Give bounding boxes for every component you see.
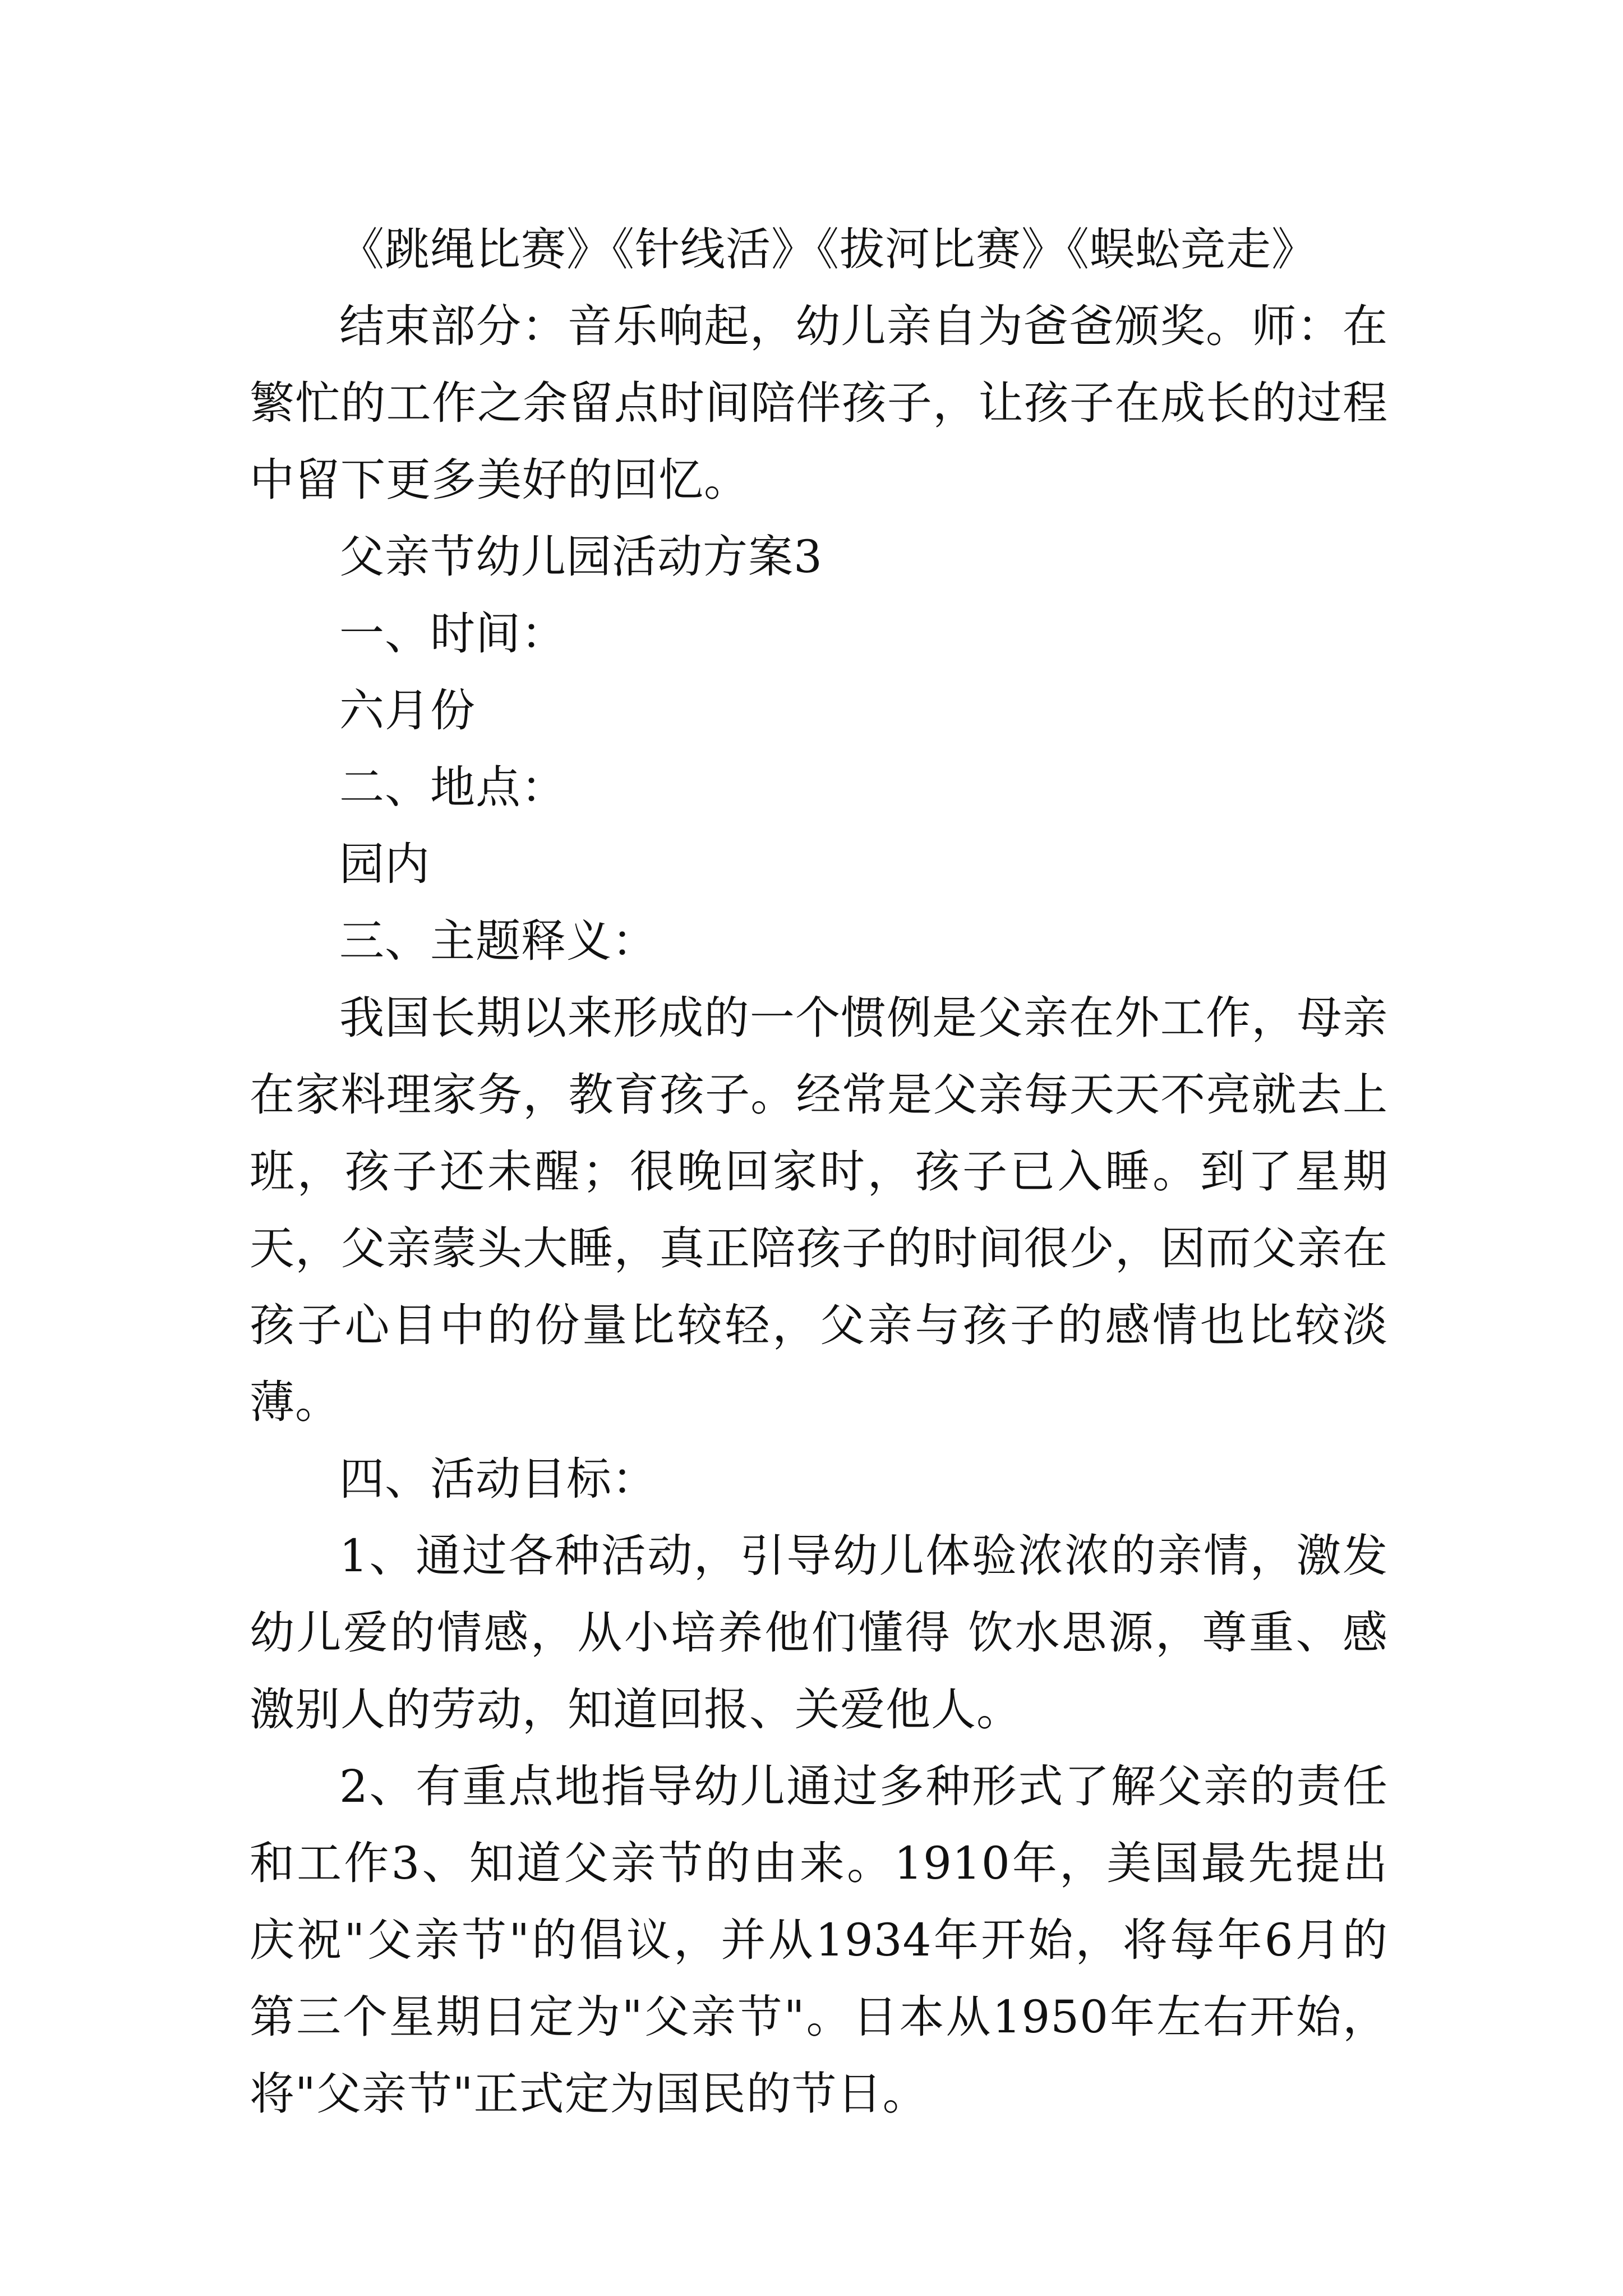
document-body — [250, 211, 1388, 2132]
plan-title: 父亲节幼儿园活动方案3 — [339, 531, 823, 583]
activity-list-paragraph: 《跳绳比赛》《针线活》《拔河比赛》《蜈蚣竞走》 — [339, 223, 1317, 275]
section-heading-goals: 四、活动目标： — [339, 1453, 657, 1505]
goal-paragraph-1: 1、通过各种活动，引导幼儿体验浓浓的亲情，激发幼儿爱的情感，从小培养他们懂得 饮水思源，尊重、感激别人的劳动，知道回报、关爱他人。 — [250, 1530, 1388, 1736]
location-value: 园内 — [339, 838, 430, 890]
ending-paragraph: 结束部分：音乐响起，幼儿亲自为爸爸颁奖。师：在繁忙的工作之余留点时间陪伴孩子，让孩子在成长的过程中留下更多美好的回忆。 — [250, 300, 1388, 506]
section-heading-theme: 三、主题释义： — [339, 915, 657, 967]
section-heading-location: 二、地点： — [339, 761, 566, 813]
section-heading-time: 一、时间： — [339, 608, 566, 660]
goal-paragraph-2: 2、有重点地指导幼儿通过多种形式了解父亲的责任和工作3、知道父亲节的由来。1910年，美国最先提出庆祝"父亲节"的倡议，并从1934年开始，将每年6月的第三个星期日定为"父亲节"。日本从1950年左右开始，将"父亲节"正式定为国民的节日。 — [250, 1760, 1388, 2120]
theme-paragraph: 我国长期以来形成的一个惯例是父亲在外工作，母亲在家料理家务，教育孩子。经常是父亲每天天不亮就去上班，孩子还未醒；很晚回家时，孩子已入睡。到了星期天，父亲蒙头大睡，真正陪孩子的时间很少，因而父亲在孩子心目中的份量比较轻，父亲与孩子的感情也比较淡薄。 — [250, 992, 1388, 1428]
time-value: 六月份 — [339, 684, 476, 737]
